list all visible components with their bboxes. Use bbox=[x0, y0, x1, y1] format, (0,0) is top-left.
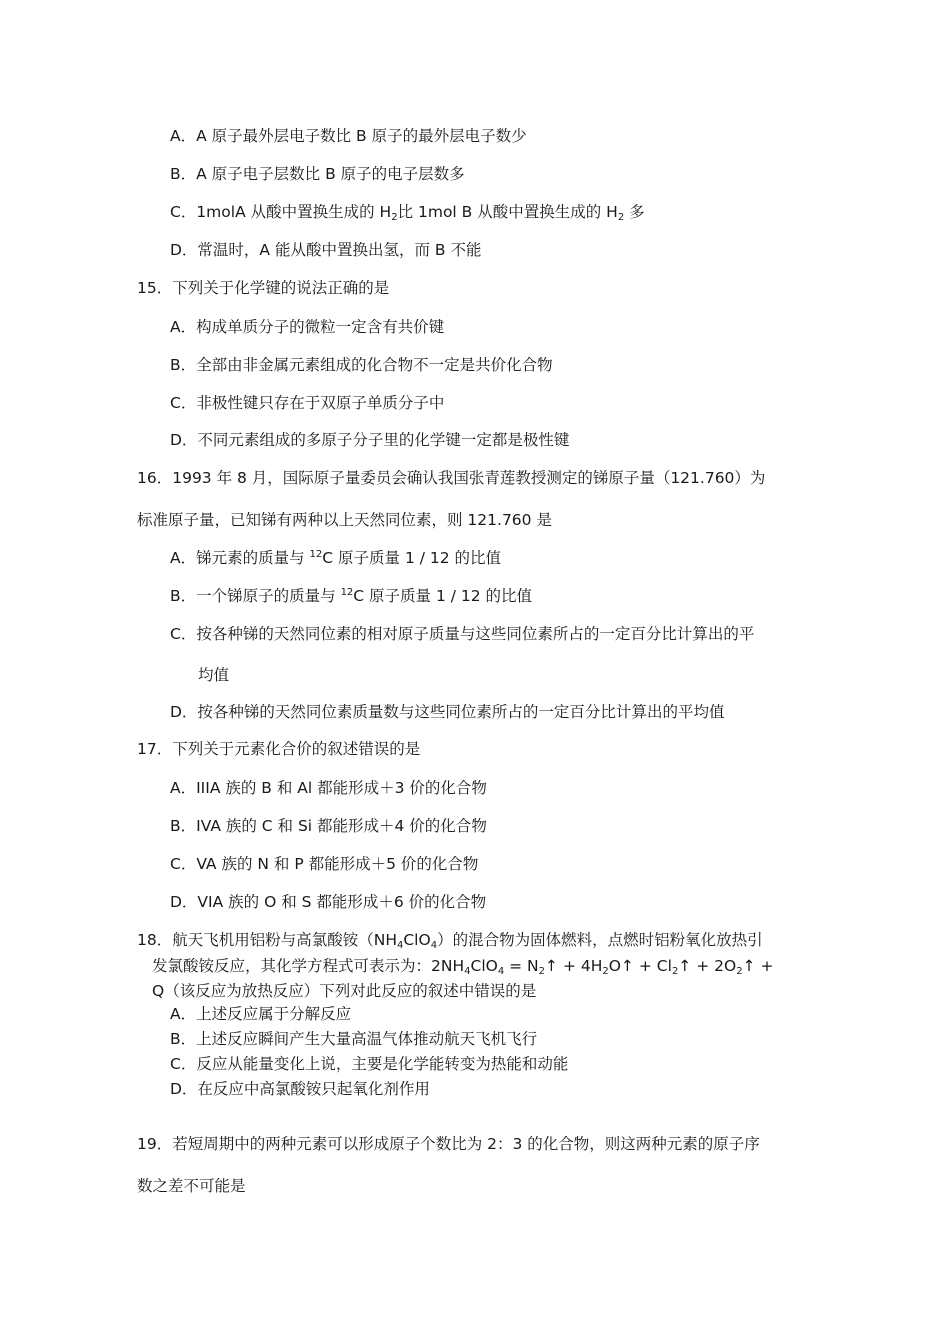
q14-option-a: A．A 原子最外层电子数比 B 原子的最外层电子数少 bbox=[170, 127, 527, 145]
superscript: 12 bbox=[309, 549, 323, 560]
text: B．一个锑原子的质量与 bbox=[170, 587, 341, 605]
q17-option-d: D．VIA 族的 O 和 S 都能形成＋6 价的化合物 bbox=[170, 893, 487, 911]
q18-option-d: D．在反应中高氯酸铵只起氧化剂作用 bbox=[170, 1080, 430, 1098]
text: C 原子质量 1 / 12 的比值 bbox=[322, 549, 502, 567]
q16-option-a bbox=[170, 548, 501, 568]
q15-option-d: D．不同元素组成的多原子分子里的化学键一定都是极性键 bbox=[170, 431, 570, 449]
subscript: 2 bbox=[538, 966, 546, 977]
text: ↑ + bbox=[742, 957, 774, 975]
text: ↑ + 4H bbox=[545, 957, 603, 975]
q15-option-c: C．非极性键只存在于双原子单质分子中 bbox=[170, 394, 445, 412]
superscript: 12 bbox=[340, 587, 354, 598]
text: ）的混合物为固体燃料，点燃时铝粉氧化放热引 bbox=[437, 931, 763, 949]
text: 18．航天飞机用铝粉与高氯酸铵（NH bbox=[137, 931, 397, 949]
text: C 原子质量 1 / 12 的比值 bbox=[353, 587, 533, 605]
text: C．1molA 从酸中置换生成的 H bbox=[170, 203, 392, 221]
subscript: 2 bbox=[602, 966, 609, 977]
subscript: 2 bbox=[671, 966, 679, 977]
q19-stem-line2: 数之差不可能是 bbox=[137, 1177, 246, 1195]
text: 多 bbox=[629, 203, 645, 221]
q16-option-c-line1: C．按各种锑的天然同位素的相对原子质量与这些同位素所占的一定百分比计算出的平 bbox=[170, 625, 755, 643]
q15-stem: 15．下列关于化学键的说法正确的是 bbox=[137, 279, 390, 297]
q16-option-b bbox=[170, 586, 532, 606]
q17-option-a: A．IIIA 族的 B 和 Al 都能形成＋3 价的化合物 bbox=[170, 779, 487, 797]
q14-option-b: B．A 原子电子层数比 B 原子的电子层数多 bbox=[170, 165, 465, 183]
text: A．锑元素的质量与 bbox=[170, 549, 310, 567]
text: ↑ + 2O bbox=[678, 957, 737, 975]
q15-option-a: A．构成单质分子的微粒一定含有共价键 bbox=[170, 318, 445, 336]
text: O↑ + Cl bbox=[608, 957, 672, 975]
q16-stem-line2: 标准原子量，已知锑有两种以上天然同位素，则 121.760 是 bbox=[137, 511, 552, 529]
subscript: 2 bbox=[391, 212, 398, 223]
q18-option-a: A．上述反应属于分解反应 bbox=[170, 1005, 352, 1023]
q14-option-d: D．常温时，A 能从酸中置换出氢，而 B 不能 bbox=[170, 241, 482, 259]
subscript: 4 bbox=[497, 966, 505, 977]
q14-option-c bbox=[170, 202, 645, 222]
q18-stem-line3: Q（该反应为放热反应）下列对此反应的叙述中错误的是 bbox=[152, 982, 537, 1000]
subscript: 2 bbox=[736, 966, 743, 977]
q15-option-b: B．全部由非金属元素组成的化合物不一定是共价化合物 bbox=[170, 356, 553, 374]
q17-option-c: C．VA 族的 N 和 P 都能形成＋5 价的化合物 bbox=[170, 855, 479, 873]
q18-stem-line1 bbox=[137, 930, 763, 950]
text: ClO bbox=[403, 931, 431, 949]
q19-stem-line1: 19．若短周期中的两种元素可以形成原子个数比为 2：3 的化合物，则这两种元素的原子序 bbox=[137, 1135, 760, 1153]
q16-option-c-line2: 均值 bbox=[198, 666, 230, 684]
q16-stem-line1: 16．1993 年 8 月，国际原子量委员会确认我国张青莲教授测定的锑原子量（121.760）为 bbox=[137, 469, 766, 487]
q18-stem-line2 bbox=[152, 956, 773, 976]
q18-option-c: C．反应从能量变化上说，主要是化学能转变为热能和动能 bbox=[170, 1055, 569, 1073]
text: 发氯酸铵反应，其化学方程式可表示为：2NH bbox=[152, 957, 465, 975]
text: = N bbox=[504, 957, 539, 975]
q16-option-d: D．按各种锑的天然同位素质量数与这些同位素所占的一定百分比计算出的平均值 bbox=[170, 703, 725, 721]
q17-stem: 17．下列关于元素化合价的叙述错误的是 bbox=[137, 740, 421, 758]
subscript: 2 bbox=[617, 212, 625, 223]
subscript: 4 bbox=[464, 966, 471, 977]
q17-option-b: B．IVA 族的 C 和 Si 都能形成＋4 价的化合物 bbox=[170, 817, 487, 835]
subscript: 4 bbox=[430, 940, 438, 951]
subscript: 4 bbox=[396, 940, 404, 951]
q18-option-b: B．上述反应瞬间产生大量高温气体推动航天飞机飞行 bbox=[170, 1030, 538, 1048]
text: 比 1mol B 从酸中置换生成的 H bbox=[397, 203, 618, 221]
text: ClO bbox=[470, 957, 498, 975]
